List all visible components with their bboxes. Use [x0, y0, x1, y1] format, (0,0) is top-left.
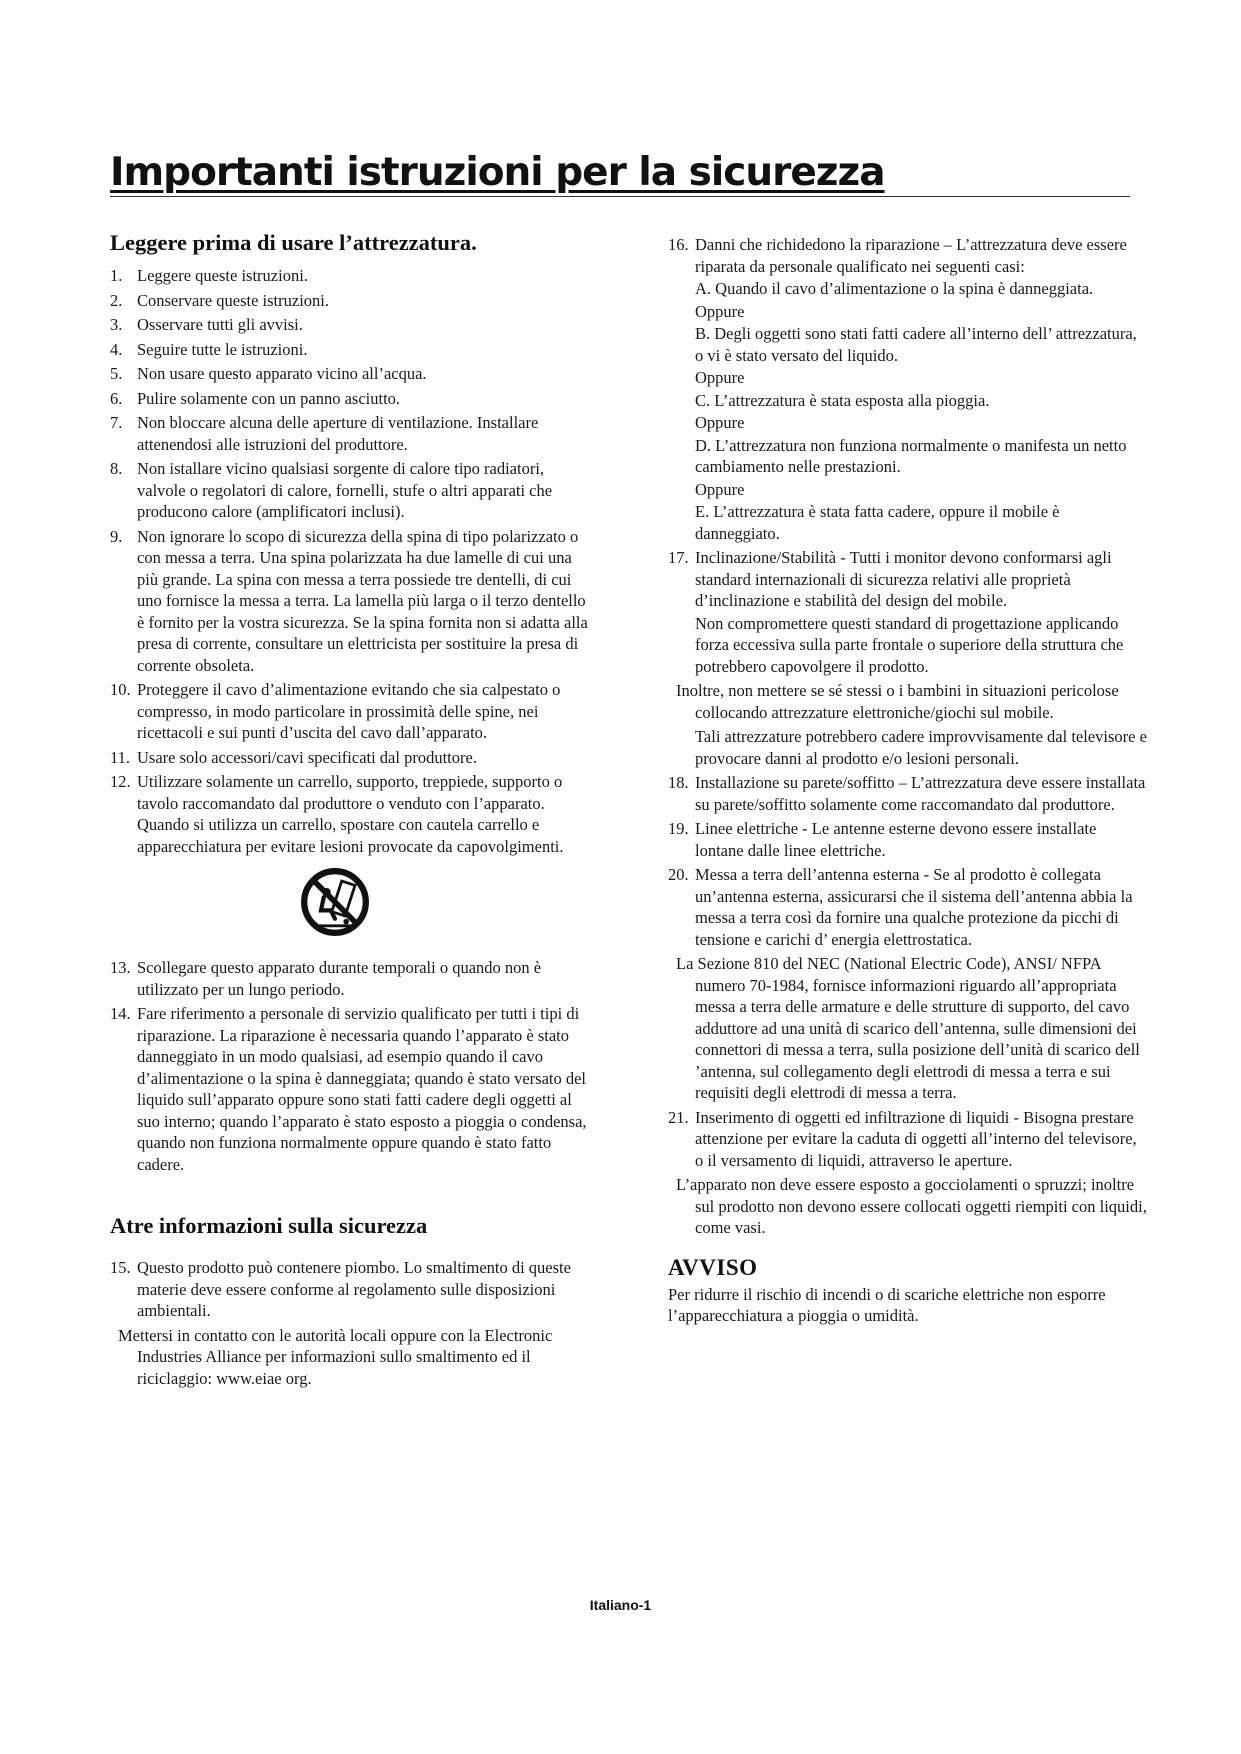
or-label: Oppure [695, 413, 745, 432]
or-label: Oppure [695, 368, 745, 387]
instructions-list-5 [668, 772, 1148, 950]
stability-note: Inoltre, non mettere se sé stessi o i bambini in situazioni pericolose collocando attrezzature elettroniche/giochi sul mobile. [676, 681, 1119, 722]
list-item: 5. Non usare questo apparato vicino all’acqua. [110, 364, 427, 383]
list-item: 11. Usare solo accessori/cavi specificati dal produttore. [110, 747, 477, 767]
instructions-list-4 [668, 234, 1148, 677]
list-item: 3. Osservare tutti gli avvisi. [110, 315, 303, 334]
page-footer: Italiano-1 [589, 1597, 652, 1613]
or-label: Oppure [695, 479, 745, 499]
list-item: 2. Conservare queste istruzioni. [110, 290, 329, 310]
nec-note: La Sezione 810 del NEC (National Electric Code), ANSI/ NFPA numero 70-1984, fornisce informazioni riguardo all’appropriata messa a terra delle armature e delle strutture di supporto, del cavo adduttore ad una unità di scarico dell’antenna, sulle dimensioni dei connettori di messa a terra, sulla posizione dell’unità di scarico dell ’antenna, sul collegamento degli elettrodi di messa a terra e sui requisiti degli elettrodi di messa a terra. [676, 954, 1140, 1102]
title-divider [110, 196, 1130, 197]
list-item: 7. Non bloccare alcuna delle aperture di ventilazione. Installare attenendosi alle istruzioni del produttore. [110, 413, 539, 454]
list-item: 21. Inserimento di oggetti ed infiltrazione di liquidi - Bisogna prestare attenzione per evitare la caduta di oggetti all’interno del televisore, o il versamento di liquidi, attraverso le aperture. [668, 1107, 1137, 1170]
list-item: 13. Scollegare questo apparato durante temporali o quando non è utilizzato per un lungo periodo. [110, 958, 542, 999]
list-item: 1. Leggere queste istruzioni. [110, 266, 308, 285]
list-item: 15. Questo prodotto può contenere piombo. Lo smaltimento di queste materie deve essere conforme al regolamento sulle disposizioni ambientali. [110, 1258, 571, 1320]
instructions-list-2 [110, 957, 590, 1175]
avviso-text: Per ridurre il rischio di incendi o di scariche elettriche non esporre l’apparecchiatura a pioggia o umidità. [668, 1284, 1106, 1325]
case-b: B. Degli oggetti sono stati fatti cadere all’interno dell’ attrezzatura, o vi è stato versato del liquido. [695, 324, 1137, 365]
list-item: 12. Utilizzare solamente un carrello, supporto, treppiede, supporto o tavolo raccomandato dal produttore o venduto con l’apparato. Quando si utilizza un carrello, spostare con cautela carrello e apparecchiatura per evitare lesioni provocate da capovolgimenti. [110, 772, 564, 856]
instructions-list-3 [110, 1257, 590, 1322]
list-item: 17. Inclinazione/Stabilità - Tutti i monitor devono conformarsi agli standard internazionali di sicurezza relativi alle proprietà d’inclinazione e stabilità del design del mobile. Non compromettere questi standard di progettazione applicando forza eccessiva sulla parte frontale o superiore della struttura che potrebbero capovolgere il prodotto. [668, 548, 1124, 676]
right-column [668, 234, 1148, 1327]
list-item: 16. Danni che richidedono la riparazione – L’attrezzatura deve essere riparata da personale qualificato nei seguenti casi: A. Quando il cavo d’alimentazione o la spina è danneggiata. Oppure B. Degli oggetti sono stati fatti cadere all’interno dell’ attrezzatura, o vi è stato versato del liquido. Oppure C. L’attrezzatura è stata esposta alla pioggia. Oppure D. L’attrezzatura non funziona normalmente o manifesta un netto cambiamento nelle prestazioni. Oppure E. L’attrezzatura è stata fatta cadere, oppure il mobile è danneggiato. [668, 234, 1148, 544]
page-title: Importanti istruzioni per la sicurezza [110, 150, 885, 195]
left-column [110, 230, 590, 1392]
list-item: 9. Non ignorare lo scopo di sicurezza della spina di tipo polarizzato o con messa a terra. Una spina polarizzata ha due lamelle di cui una più grande. La spina con messa a terra possiede tre dentelli, di cui uno fornisce la messa a terra. La lamella più larga o il terzo dentello è fornito per la vostra sicurezza. Se la spina fornita non si adatta alla presa di corrente, consultare un elettricista per sostituire la presa di corrente obsoleta. [110, 526, 588, 675]
section1-heading: Leggere prima di usare l’attrezzatura. [110, 230, 477, 255]
list-item: 8. Non istallare vicino qualsiasi sorgente di calore tipo radiatori, valvole o regolatori di calore, fornelli, stufe o altri apparati che producono calore (amplificatori inclusi). [110, 459, 553, 521]
cart-tip-over-warning-icon [300, 867, 370, 937]
list-item: 19. Linee elettriche - Le antenne esterne devono essere installate lontane dalle linee elettriche. [668, 819, 1097, 860]
case-a: A. Quando il cavo d’alimentazione o la spina è danneggiata. [695, 279, 1094, 298]
section2-heading: Atre informazioni sulla sicurezza [110, 1213, 428, 1238]
list-item: 20. Messa a terra dell’antenna esterna - Se al prodotto è collegata un’antenna esterna, assicurarsi che il sistema dell’antenna abbia la messa a terra così da fornire una qualche protezione da picchi di tensione e carichi d’ energia elettrostatica. [668, 865, 1133, 949]
list-item: 10. Proteggere il cavo d’alimentazione evitando che sia calpestato o compresso, in modo particolare in prossimità delle spine, nei ricettacoli e sui punti d’uscita del cavo dall’apparato. [110, 680, 561, 742]
liquid-note: L’apparato non deve essere esposto a gocciolamenti o spruzzi; inoltre sul prodotto non devono essere collocati oggetti riempiti con liquidi, come vasi. [676, 1175, 1147, 1237]
stability-note-2: Tali attrezzature potrebbero cadere improvvisamente dal televisore e provocare danni al prodotto e/o lesioni personali. [695, 727, 1147, 768]
case-e: E. L’attrezzatura è stata fatta cadere, oppure il mobile è danneggiato. [695, 502, 1060, 543]
list-item: 4. Seguire tutte le istruzioni. [110, 339, 308, 359]
list-item: 14. Fare riferimento a personale di servizio qualificato per tutti i tipi di riparazione. La riparazione è necessaria quando l’apparato è stato danneggiato in un modo qualsiasi, ad esempio quando il cavo d’alimentazione o la spina è danneggiata; quando è stato versato del liquido sull’apparato oppure sono stati fatti cadere degli oggetti al suo interno; quando l’apparato è stato esposto a pioggia o condensa, quando non funziona normalmente oppure quando è stato fatto cadere. [110, 1004, 587, 1174]
case-c: C. L’attrezzatura è stata esposta alla pioggia. [695, 390, 990, 410]
case-d: D. L’attrezzatura non funziona normalmente o manifesta un netto cambiamento nelle prestazioni. [695, 435, 1127, 476]
avviso-heading: AVVISO [668, 1254, 758, 1280]
or-label: Oppure [695, 301, 745, 321]
instructions-list-6 [668, 1107, 1148, 1172]
disposal-note: Mettersi in contatto con le autorità locali oppure con la Electronic Industries Alliance per informazioni sullo smaltimento ed il riciclaggio: www.eiae org. [118, 1325, 553, 1388]
list-item: 6. Pulire solamente con un panno asciutto. [110, 388, 401, 408]
instructions-list-1 [110, 265, 590, 857]
list-item: 18. Installazione su parete/soffitto – L’attrezzatura deve essere installata su parete/soffitto solamente come raccomandato dal produttore. [668, 773, 1146, 814]
